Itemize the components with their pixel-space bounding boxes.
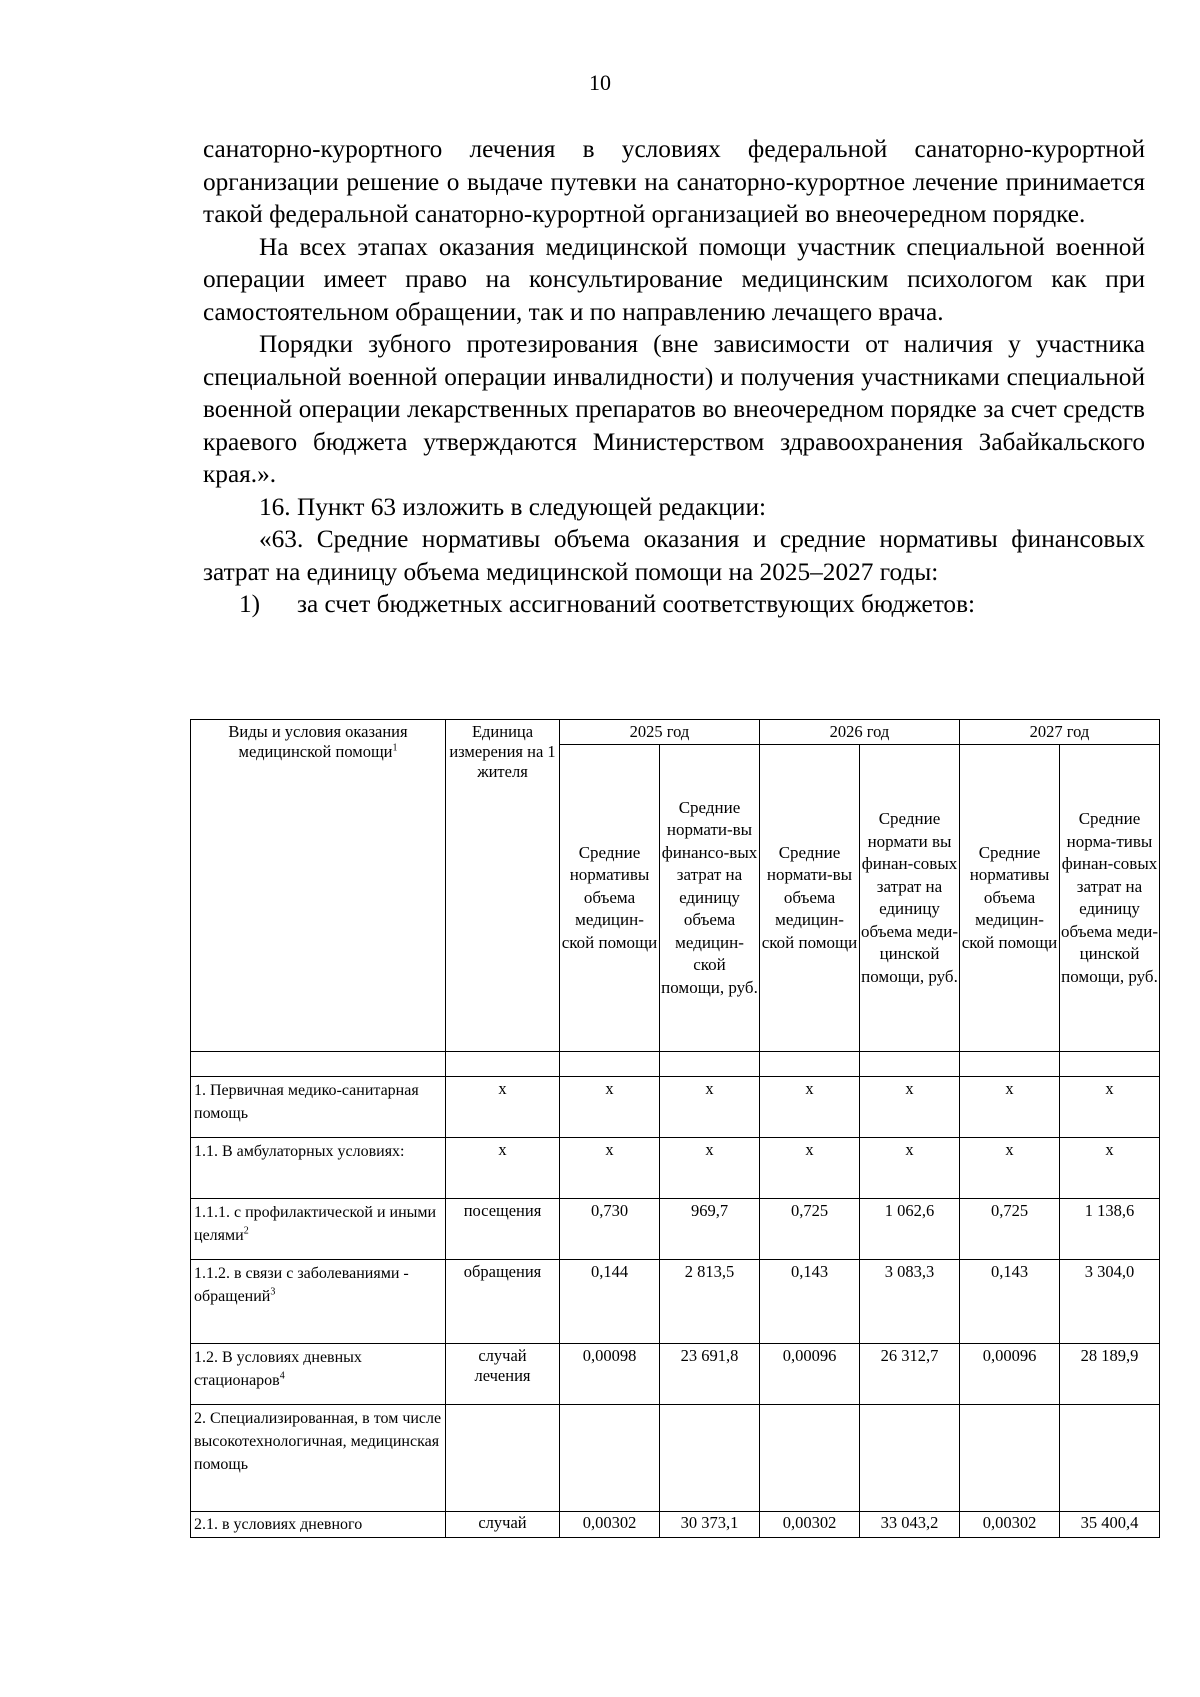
paragraph-dental: Порядки зубного протезирования (вне зависимости от наличия у участника специальной военной операции инвалидности) и получения участниками специальной военной операции лекарственных препаратов во внеочередном порядке за счет средств краевого бюджета утверждаются Министерством здравоохранения Забайкальского края.». bbox=[203, 330, 1145, 488]
page-number: 10 bbox=[589, 70, 611, 95]
header-cost-2027: Средние норма-тивы финан-совых затрат на единицу объема меди-цинской помощи, руб. bbox=[1060, 745, 1160, 1052]
row-value: 0,00096 bbox=[760, 1344, 860, 1405]
row-value: х bbox=[560, 1138, 660, 1199]
row-value: 0,00302 bbox=[760, 1512, 860, 1538]
row-value: 0,144 bbox=[560, 1260, 660, 1344]
table-row bbox=[191, 1077, 1160, 1138]
row-value: 0,00098 bbox=[560, 1344, 660, 1405]
list-item-text: за счет бюджетных ассигнований соответствующих бюджетов: bbox=[297, 590, 976, 618]
header-cost-2025: Средние нормати-вы финансо-вых затрат на единицу объема медицин-ской помощи, руб. bbox=[660, 745, 760, 1052]
header-types: Виды и условия оказания медицинской помощи$^1$ bbox=[191, 720, 446, 1052]
paragraph-psychologist: На всех этапах оказания медицинской помощи участник специальной военной операции имеет право на консультирование медицинским психологом как при самостоятельном обращении, так и по направлению лечащего врача. bbox=[203, 232, 1145, 326]
row-value: 30 373,1 bbox=[660, 1512, 760, 1538]
row-value: 0,725 bbox=[760, 1199, 860, 1260]
row-value: 28 189,9 bbox=[1060, 1344, 1160, 1405]
row-value: 23 691,8 bbox=[660, 1344, 760, 1405]
header-unit: Единица измерения на 1 жителя bbox=[446, 720, 560, 1052]
row-value: 0,725 bbox=[960, 1199, 1060, 1260]
row-value: х bbox=[1060, 1138, 1160, 1199]
row-value: 35 400,4 bbox=[1060, 1512, 1160, 1538]
row-unit: х bbox=[446, 1138, 560, 1199]
header-year-2027: 2027 год bbox=[960, 720, 1160, 745]
row-value: 1 138,6 bbox=[1060, 1199, 1160, 1260]
row-value: 2 813,5 bbox=[660, 1260, 760, 1344]
row-value bbox=[660, 1405, 760, 1512]
row-value: х bbox=[860, 1138, 960, 1199]
paragraph-continuation: санаторно-курортного лечения в условиях федеральной санаторно-курортной организации решение о выдаче путевки на санаторно-курортное лечение принимается такой федеральной санаторно-курортной организацией во внеочередном порядке. bbox=[203, 135, 1145, 228]
row-value: х bbox=[960, 1077, 1060, 1138]
norms-table bbox=[190, 719, 1160, 1538]
row-unit: х bbox=[446, 1077, 560, 1138]
header-year-2026: 2026 год bbox=[760, 720, 960, 745]
row-value: 3 083,3 bbox=[860, 1260, 960, 1344]
row-value: 969,7 bbox=[660, 1199, 760, 1260]
row-value: х bbox=[660, 1138, 760, 1199]
paragraph-item-63: «63. Средние нормативы объема оказания и средние нормативы финансовых затрат на единицу объема медицинской помощи на 2025–2027 годы: bbox=[203, 525, 1145, 586]
row-value: 26 312,7 bbox=[860, 1344, 960, 1405]
row-value bbox=[960, 1405, 1060, 1512]
row-name: 2. Специализированная, в том числе высокотехнологичная, медицинская помощь bbox=[191, 1405, 446, 1512]
row-value: 1 062,6 bbox=[860, 1199, 960, 1260]
row-value: х bbox=[1060, 1077, 1160, 1138]
row-value: 0,00302 bbox=[560, 1512, 660, 1538]
row-value: х bbox=[760, 1138, 860, 1199]
row-value bbox=[560, 1405, 660, 1512]
table-spacer-row bbox=[191, 1052, 1160, 1077]
row-value: х bbox=[760, 1077, 860, 1138]
header-row-years bbox=[191, 720, 1160, 745]
table-row bbox=[191, 1512, 1160, 1538]
row-value bbox=[860, 1405, 960, 1512]
row-unit: случай bbox=[446, 1512, 560, 1538]
row-value: х bbox=[660, 1077, 760, 1138]
row-unit bbox=[446, 1405, 560, 1512]
row-value bbox=[1060, 1405, 1160, 1512]
list-item-number: 1) bbox=[239, 590, 261, 618]
table-row bbox=[191, 1138, 1160, 1199]
header-volume-2025: Средние нормативы объема медицин-ской помощи bbox=[560, 745, 660, 1052]
row-name: 1.1.1. с профилактической и иными целями$^2$ bbox=[191, 1199, 446, 1260]
header-cost-2026: Средние нормати вы финан-совых затрат на единицу объема меди-цинской помощи, руб. bbox=[860, 745, 960, 1052]
table-row bbox=[191, 1199, 1160, 1260]
row-value: х bbox=[960, 1138, 1060, 1199]
row-value: х bbox=[860, 1077, 960, 1138]
table-row bbox=[191, 1260, 1160, 1344]
row-value bbox=[760, 1405, 860, 1512]
row-name: 1.1. В амбулаторных условиях: bbox=[191, 1138, 446, 1199]
row-value: 0,00302 bbox=[960, 1512, 1060, 1538]
row-value: 0,143 bbox=[960, 1260, 1060, 1344]
row-name: 1.2. В условиях дневных стационаров$^4$ bbox=[191, 1344, 446, 1405]
list-item-budget bbox=[203, 588, 1145, 621]
row-value: 3 304,0 bbox=[1060, 1260, 1160, 1344]
row-value: х bbox=[560, 1077, 660, 1138]
header-volume-2027: Средние нормативы объема медицин-ской помощи bbox=[960, 745, 1060, 1052]
header-year-2025: 2025 год bbox=[560, 720, 760, 745]
table-row bbox=[191, 1344, 1160, 1405]
row-name: 2.1. в условиях дневного bbox=[191, 1512, 446, 1538]
row-value: 0,730 bbox=[560, 1199, 660, 1260]
row-name: 1.1.2. в связи с заболеваниями - обращений$^3$ bbox=[191, 1260, 446, 1344]
row-name: 1. Первичная медико-санитарная помощь bbox=[191, 1077, 446, 1138]
row-unit: посещения bbox=[446, 1199, 560, 1260]
table-row bbox=[191, 1405, 1160, 1512]
body-text bbox=[203, 133, 1145, 621]
row-value: 0,00096 bbox=[960, 1344, 1060, 1405]
paragraph-item-16: 16. Пункт 63 изложить в следующей редакции: bbox=[259, 492, 767, 521]
row-value: 0,143 bbox=[760, 1260, 860, 1344]
row-unit: обращения bbox=[446, 1260, 560, 1344]
row-unit: случай лечения bbox=[446, 1344, 560, 1405]
row-value: 33 043,2 bbox=[860, 1512, 960, 1538]
header-volume-2026: Средние нормати-вы объема медицин-ской помощи bbox=[760, 745, 860, 1052]
